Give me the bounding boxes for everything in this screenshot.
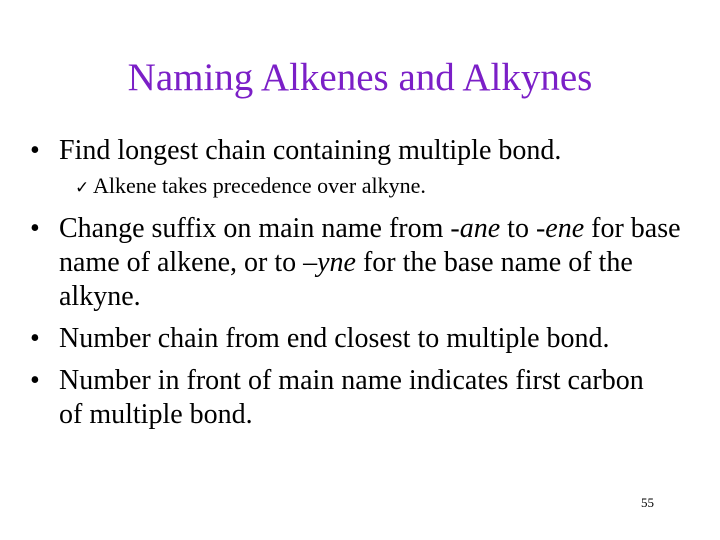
bullet-dot: • bbox=[30, 323, 40, 354]
sub-bullet-item bbox=[75, 172, 426, 202]
bullet-text: Find longest chain containing multiple bond. bbox=[59, 135, 562, 166]
bullet-dot: • bbox=[30, 213, 40, 244]
bullet-text: Number chain from end closest to multiple bond. bbox=[59, 323, 610, 354]
bullet-text-part: to bbox=[500, 213, 536, 244]
bullet-text-part: Change suffix on main name from bbox=[59, 213, 451, 244]
bullet-text-part: for the base name of the alkyne. bbox=[59, 247, 633, 312]
bullet-emphasis: –yne bbox=[303, 247, 356, 278]
bullet-text: Number in front of main name indicates first carbon of multiple bond. bbox=[59, 365, 644, 430]
bullet-emphasis: -ene bbox=[535, 213, 585, 244]
bullet-emphasis: -ane bbox=[450, 213, 501, 244]
bullet-dot: • bbox=[30, 365, 40, 396]
bullet-dot: • bbox=[30, 135, 40, 166]
sub-bullet-text: Alkene takes precedence over alkyne. bbox=[93, 173, 426, 198]
checkmark-icon: ✓ bbox=[75, 178, 90, 198]
bullet-text-part: for base name of alkene, or to bbox=[59, 213, 681, 278]
slide-title: Naming Alkenes and Alkynes bbox=[127, 56, 593, 99]
bullet-text bbox=[59, 212, 709, 314]
page-number: 55 bbox=[641, 495, 654, 510]
